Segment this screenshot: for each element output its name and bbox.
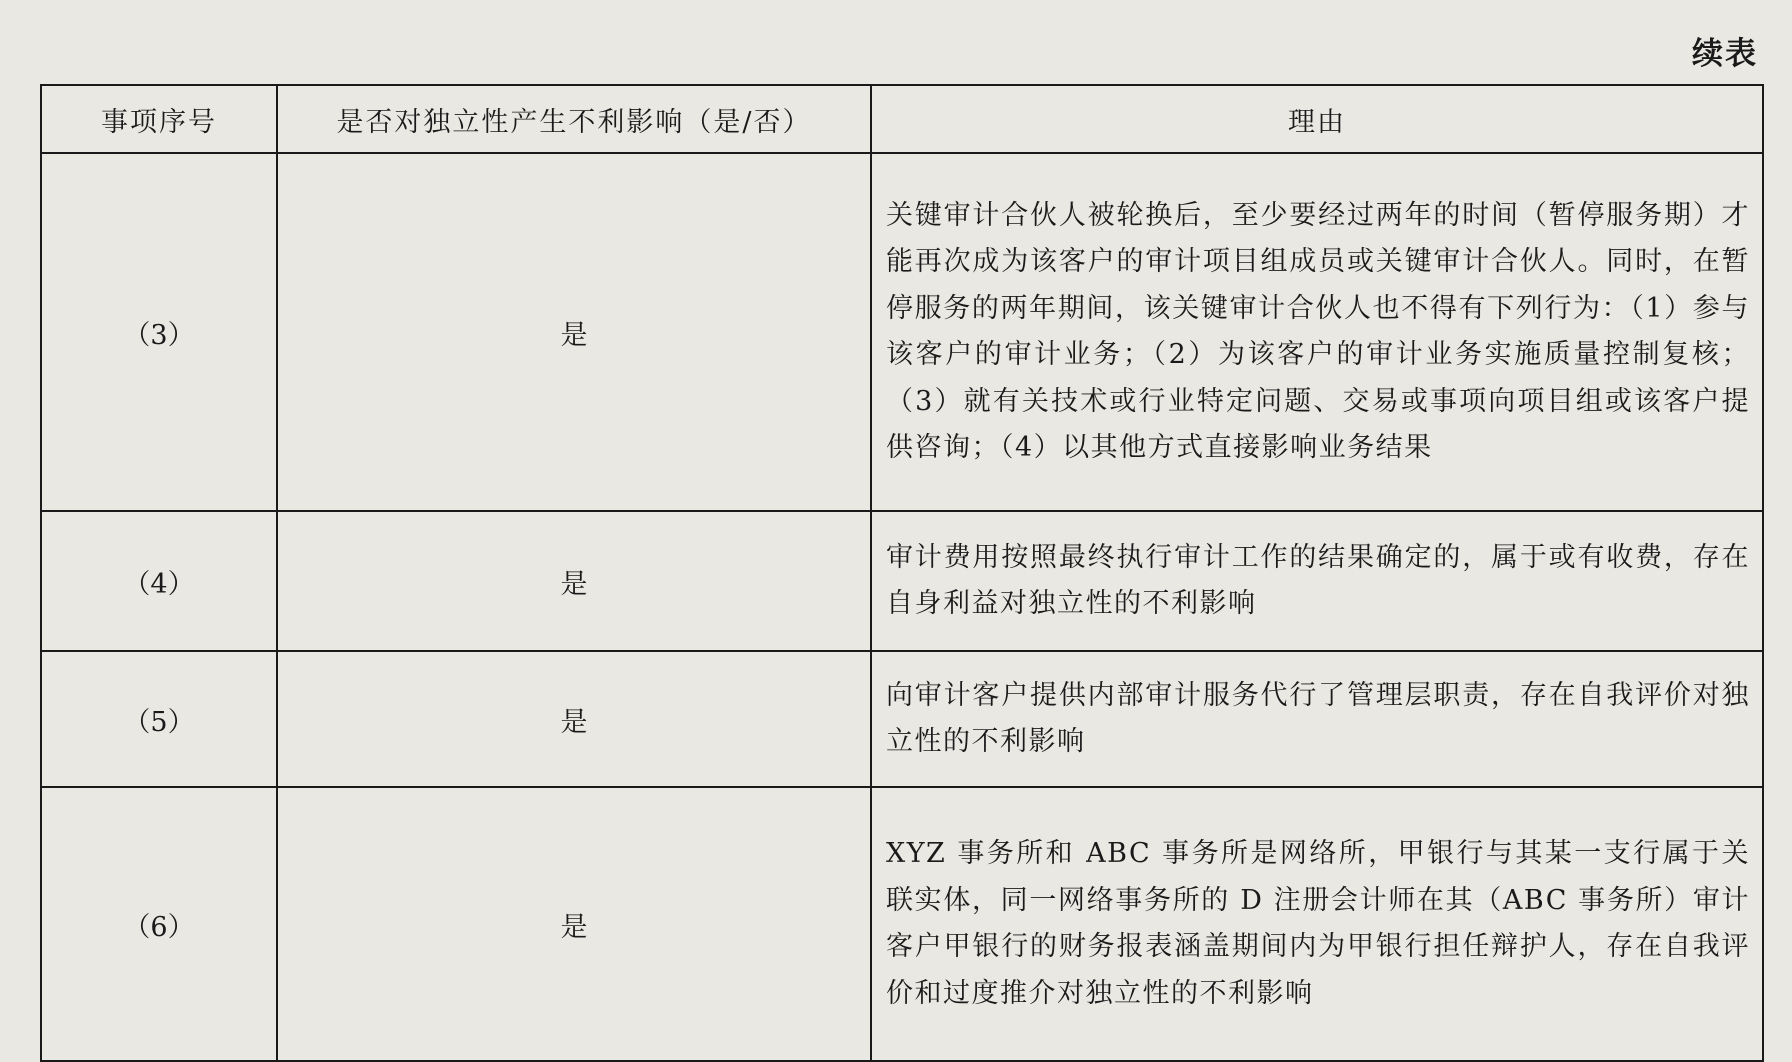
independence-assessment-table (40, 84, 1764, 1062)
header-impact: 是否对独立性产生不利影响（是/否） (277, 85, 871, 153)
impact-cell: 是 (277, 511, 871, 651)
reason-cell: 向审计客户提供内部审计服务代行了管理层职责，存在自我评价对独立性的不利影响 (871, 651, 1763, 787)
table-row (41, 787, 1763, 1061)
item-number-cell: （4） (41, 511, 277, 651)
header-item-number: 事项序号 (41, 85, 277, 153)
impact-cell: 是 (277, 153, 871, 511)
continued-table-label: 续表 (1692, 36, 1758, 72)
reason-cell: 审计费用按照最终执行审计工作的结果确定的，属于或有收费，存在自身利益对独立性的不利影响 (871, 511, 1763, 651)
table-row (41, 153, 1763, 511)
item-number-cell: （5） (41, 651, 277, 787)
reason-cell: 关键审计合伙人被轮换后，至少要经过两年的时间（暂停服务期）才能再次成为该客户的审计项目组成员或关键审计合伙人。同时，在暂停服务的两年期间，该关键审计合伙人也不得有下列行为：（1）参与该客户的审计业务；（2）为该客户的审计业务实施质量控制复核；（3）就有关技术或行业特定问题、交易或事项向项目组或该客户提供咨询；（4）以其他方式直接影响业务结果 (871, 153, 1763, 511)
item-number-cell: （3） (41, 153, 277, 511)
impact-cell: 是 (277, 787, 871, 1061)
table-row (41, 651, 1763, 787)
table-header-row (41, 85, 1763, 153)
header-reason: 理由 (871, 85, 1763, 153)
table-row (41, 511, 1763, 651)
impact-cell: 是 (277, 651, 871, 787)
item-number-cell: （6） (41, 787, 277, 1061)
reason-cell: XYZ 事务所和 ABC 事务所是网络所，甲银行与其某一支行属于关联实体，同一网络事务所的 D 注册会计师在其（ABC 事务所）审计客户甲银行的财务报表涵盖期间内为甲银行担任辩护人，存在自我评价和过度推介对独立性的不利影响 (871, 787, 1763, 1061)
